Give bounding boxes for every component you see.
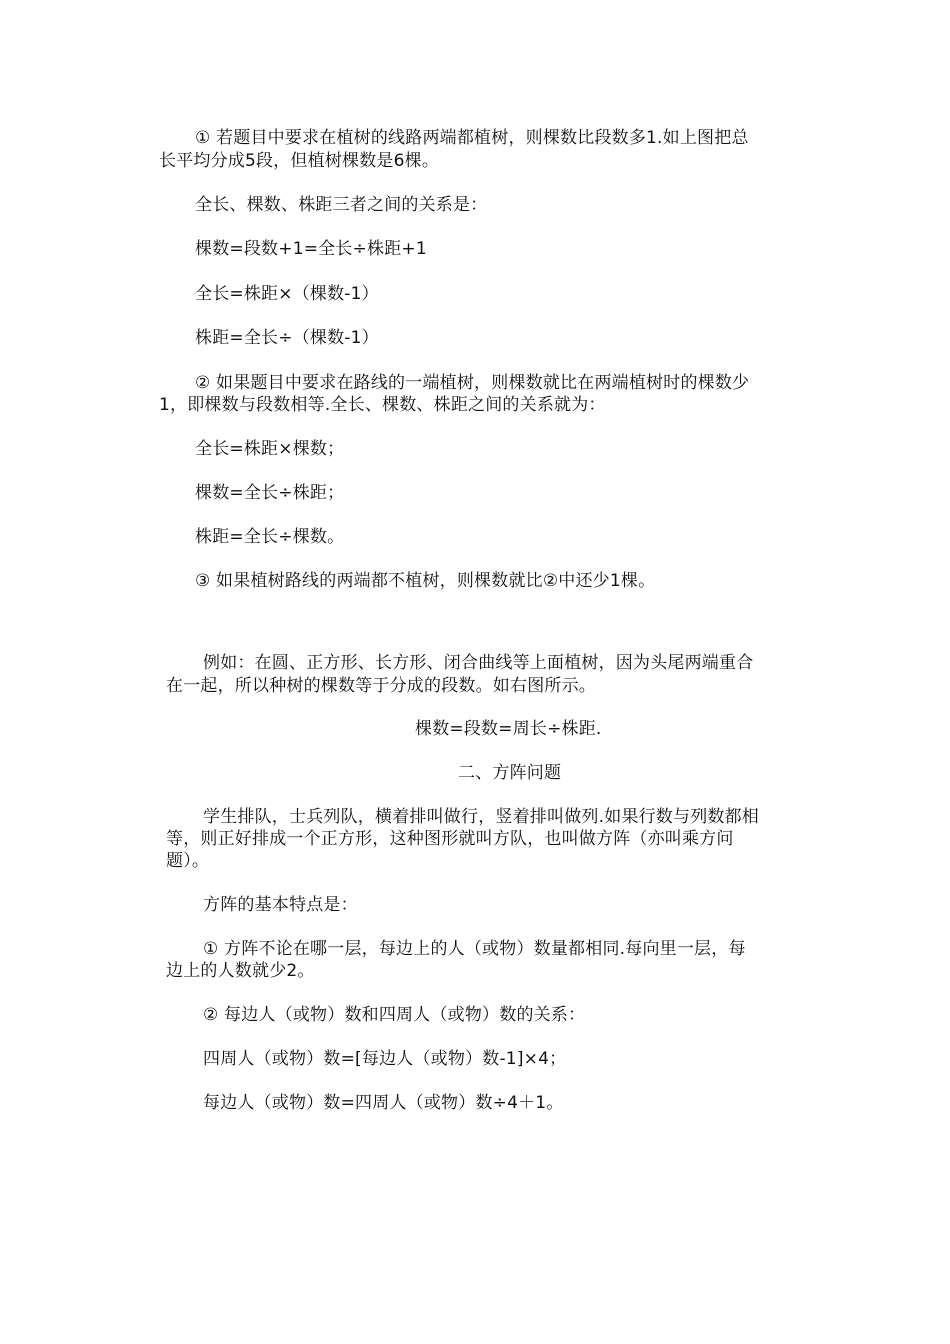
paragraph-2-line-1: ② 如果题目中要求在路线的一端植树，则棵数就比在两端植树时的棵数少 [195,373,750,393]
intro-line-1: 学生排队，士兵列队，横着排叫做行，竖着排叫做列.如果行数与列数都相 [203,807,760,827]
formula-side-count: 每边人（或物）数=四周人（或物）数÷4＋1。 [203,1093,564,1113]
formula-spacing: 株距=全长÷（棵数-1） [195,328,379,348]
features-intro: 方阵的基本特点是： [203,895,358,915]
formula-trees-count: 棵数=段数+1=全长÷株距+1 [195,239,427,259]
paragraph-1-line-2: 长平均分成5段，但植树棵数是6棵。 [159,151,440,171]
intro-line-2: 等，则正好排成一个正方形，这种图形就叫方队，也叫做方阵（亦叫乘方问 [166,829,734,849]
formula-one-end-count: 棵数=全长÷株距； [195,483,345,503]
feature-1-line-2: 边上的人数就少2。 [166,961,315,981]
example-line-2: 在一起，所以种树的棵数等于分成的段数。如右图所示。 [166,676,596,696]
paragraph-1-line-1: ① 若题目中要求在植树的线路两端都植树，则棵数比段数多1.如上图把总 [195,128,749,148]
formula-one-end-length: 全长=株距×棵数； [195,439,345,459]
feature-1-line-1: ① 方阵不论在哪一层，每边上的人（或物）数量都相同.每向里一层，每 [203,939,746,959]
feature-2: ② 每边人（或物）数和四周人（或物）数的关系： [203,1005,586,1025]
formula-one-end-spacing: 株距=全长÷棵数。 [195,527,345,547]
paragraph-2-line-2: 1，即棵数与段数相等.全长、棵数、株距之间的关系就为： [159,395,606,415]
example-line-1: 例如：在圆、正方形、长方形、闭合曲线等上面植树，因为头尾两端重合 [203,653,754,673]
formula-perimeter-count: 四周人（或物）数=[每边人（或物）数-1]×4； [203,1049,567,1069]
formula-total-length: 全长=株距×（棵数-1） [195,284,379,304]
section-heading: 二、方阵问题 [458,763,562,783]
intro-line-3: 题）。 [166,851,210,871]
relation-intro: 全长、棵数、株距三者之间的关系是： [195,195,488,215]
formula-closed-loop: 棵数=段数=周长÷株距. [415,719,602,739]
paragraph-3: ③ 如果植树路线的两端都不植树，则棵数就比②中还少1棵。 [195,571,656,591]
